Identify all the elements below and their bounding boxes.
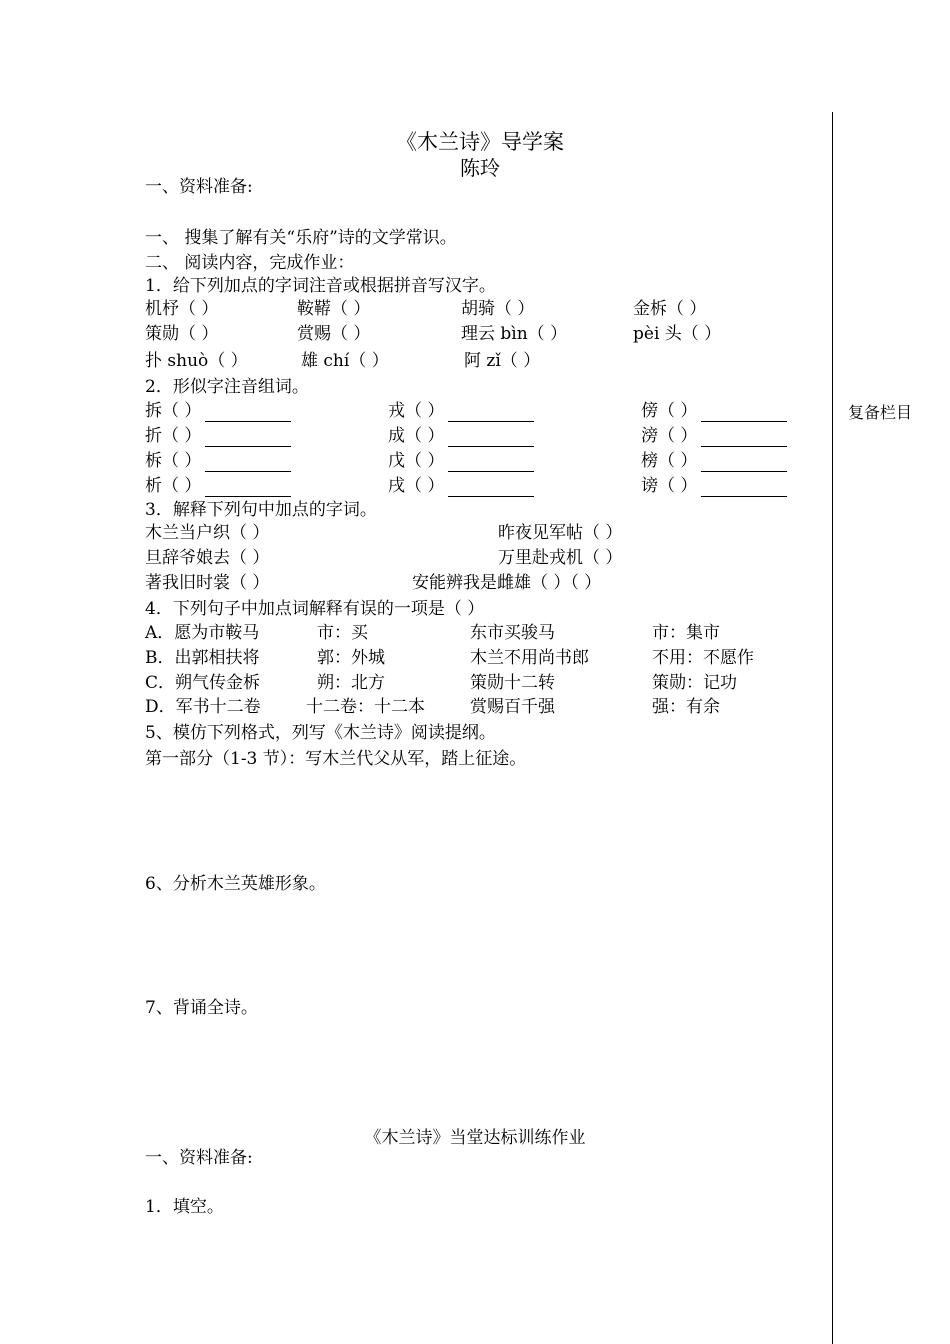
q4-title: 4．下列句子中加点词解释有误的一项是（ ） <box>145 599 485 619</box>
author-name: 陈玲 <box>460 156 500 180</box>
q4-option: D．军书十二卷 <box>145 697 261 717</box>
q4-option: 强：有余 <box>652 697 720 717</box>
q2-item: 柝（ ） <box>145 450 291 472</box>
q2-title: 2．形似字注音组词。 <box>145 377 309 397</box>
q1-item: 阿 zǐ（ ） <box>464 351 541 371</box>
q4-option: 赏赐百千强 <box>470 697 555 717</box>
q4-option: C．朔气传金柝 <box>145 673 261 693</box>
q4-option: 不用：不愿作 <box>652 648 754 668</box>
q2-item: 成（ ） <box>388 425 534 447</box>
q3-item: 昨夜见军帖（ ） <box>498 523 623 543</box>
q1-item: 机杼（ ） <box>145 299 219 319</box>
q7-title: 7、背诵全诗。 <box>145 998 258 1018</box>
q4-option: 十二卷：十二本 <box>306 697 425 717</box>
q4-option: 市：买 <box>317 623 368 643</box>
q1-item: 赏赐（ ） <box>297 324 371 344</box>
q2-item: 戊（ ） <box>388 450 534 472</box>
q1-item: 鞍鞯（ ） <box>297 299 371 319</box>
q2-item: 拆（ ） <box>145 400 291 422</box>
q2-item: 滂（ ） <box>641 425 787 447</box>
q3-item: 著我旧时裳（ ） <box>145 573 270 593</box>
q3-item: 万里赴戎机（ ） <box>498 548 623 568</box>
q2-item: 傍（ ） <box>641 400 787 422</box>
q3-title: 3．解释下列句中加点的字词。 <box>145 500 377 520</box>
q5-title: 5、模仿下列格式，列写《木兰诗》阅读提纲。 <box>145 723 496 743</box>
part2-title: 《木兰诗》当堂达标训练作业 <box>364 1128 586 1148</box>
q2-item: 折（ ） <box>145 425 291 447</box>
section-heading: 一、资料准备: <box>145 177 253 197</box>
q1-item: pèi 头（ ） <box>633 324 722 344</box>
part2-q1: 1．填空。 <box>145 1197 224 1217</box>
q1-item: 雄 chí（ ） <box>301 351 389 371</box>
q1-item: 金柝（ ） <box>633 299 707 319</box>
q3-item: 木兰当户织（ ） <box>145 523 270 543</box>
q1-title: 1．给下列加点的字词注音或根据拼音写汉字。 <box>145 276 496 296</box>
q4-option: A．愿为市鞍马 <box>145 623 260 643</box>
page-title: 《木兰诗》导学案 <box>396 130 564 154</box>
q5-example: 第一部分（1-3 节）：写木兰代父从军，踏上征途。 <box>145 749 527 769</box>
q4-option: 郭：外城 <box>317 648 385 668</box>
q2-item: 谤（ ） <box>641 475 787 497</box>
q4-option: 策勋：记功 <box>652 673 737 693</box>
q4-option: 市：集市 <box>652 623 720 643</box>
q4-option: 东市买骏马 <box>470 623 555 643</box>
q1-item: 策勋（ ） <box>145 324 219 344</box>
q3-item: 安能辨我是雌雄（ ）（ ） <box>412 573 602 593</box>
q4-option: 朔：北方 <box>317 673 385 693</box>
q2-item: 析（ ） <box>145 475 291 497</box>
sidebar-label: 复备栏目 <box>848 403 913 422</box>
q2-item: 戎（ ） <box>388 400 534 422</box>
q1-item: 扑 shuò（ ） <box>145 351 248 371</box>
margin-divider-line <box>832 112 833 1344</box>
q4-option: 策勋十二转 <box>470 673 555 693</box>
q2-item: 戌（ ） <box>388 475 534 497</box>
q2-item: 榜（ ） <box>641 450 787 472</box>
task-1: 一、 搜集了解有关“乐府”诗的文学常识。 <box>145 228 457 248</box>
q1-item: 胡骑（ ） <box>461 299 535 319</box>
q1-item: 理云 bìn（ ） <box>461 324 568 344</box>
task-2: 二、 阅读内容，完成作业： <box>145 253 355 273</box>
q4-option: B．出郭相扶将 <box>145 648 260 668</box>
part2-heading: 一、资料准备: <box>145 1148 253 1168</box>
q3-item: 旦辞爷娘去（ ） <box>145 548 270 568</box>
q6-title: 6、分析木兰英雄形象。 <box>145 874 326 894</box>
q4-option: 木兰不用尚书郎 <box>470 648 589 668</box>
